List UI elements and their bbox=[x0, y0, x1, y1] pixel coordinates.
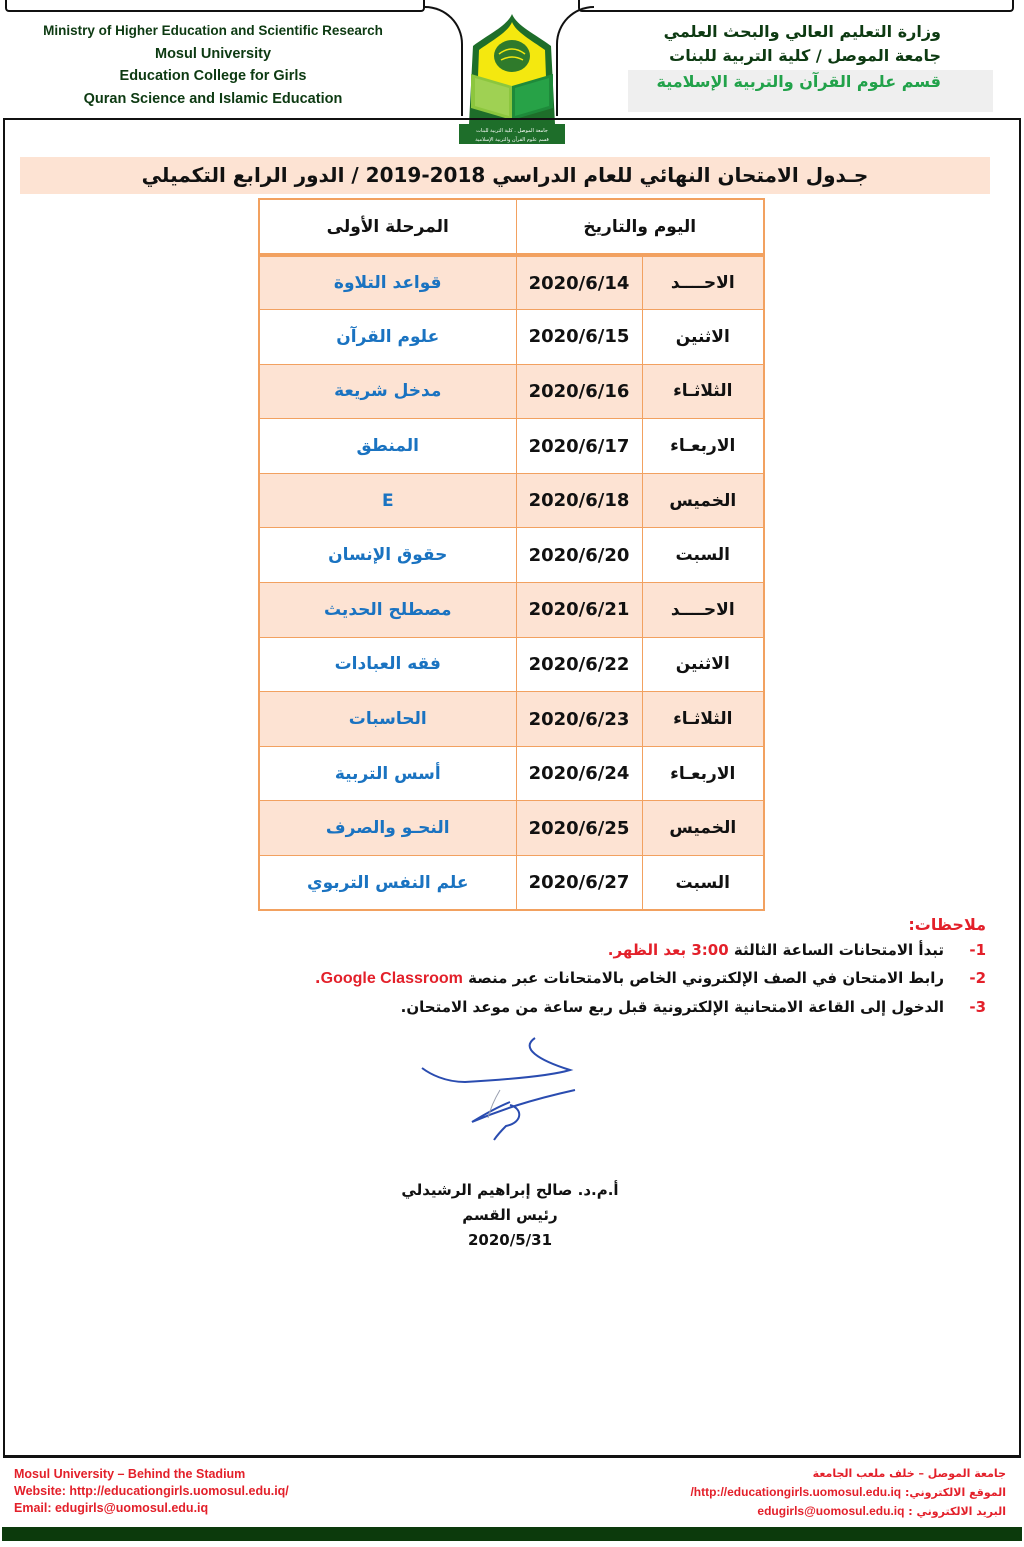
day-cell: الاربعـاء bbox=[642, 419, 764, 474]
table-row bbox=[259, 856, 764, 911]
table-row bbox=[259, 255, 764, 310]
date-cell: 2020/6/27 bbox=[516, 856, 642, 911]
date-cell: 2020/6/23 bbox=[516, 692, 642, 747]
subject-cell: E bbox=[259, 473, 516, 528]
note-text: رابط الامتحان في الصف الإلكتروني الخاص بالامتحانات عبر منصة bbox=[462, 969, 944, 987]
date-cell: 2020/6/14 bbox=[516, 255, 642, 310]
notes-title: ملاحظات: bbox=[908, 915, 986, 934]
header-frame-left bbox=[5, 0, 425, 12]
note-highlight: Google Classroom bbox=[320, 970, 463, 987]
date-cell: 2020/6/21 bbox=[516, 583, 642, 638]
subject-cell: المنطق bbox=[259, 419, 516, 474]
note-tail: . bbox=[607, 941, 614, 959]
day-cell: الاثنين bbox=[642, 637, 764, 692]
department-name-en: Quran Science and Islamic Education bbox=[83, 90, 343, 107]
footer-bar bbox=[2, 1527, 1022, 1541]
signatory-name: أ.م.د. صالح إبراهيم الرشيدلي bbox=[401, 1181, 619, 1199]
header-english bbox=[18, 20, 408, 110]
note-highlight: 3:00 بعد الظهر bbox=[613, 941, 729, 959]
note-tail: . bbox=[314, 969, 321, 987]
website-link-ar[interactable]: http://educationgirls.uomosul.edu.iq/ bbox=[690, 1485, 902, 1499]
subject-cell: الحاسبات bbox=[259, 692, 516, 747]
footer-website-ar bbox=[626, 1483, 1006, 1502]
schedule-title: جـدول الامتحان النهائي للعام الدراسي 2018-2019 / الدور الرابع التكميلي bbox=[20, 157, 990, 194]
email-link-ar[interactable]: edugirls@uomosul.edu.iq bbox=[757, 1504, 905, 1518]
logo-caption-1: جامعة الموصل . كلية التربية للبنات bbox=[476, 128, 548, 134]
footer-website-en[interactable]: Website: http://educationgirls.uomosul.edu.iq/ bbox=[14, 1484, 289, 1498]
table-row bbox=[259, 583, 764, 638]
day-cell: الخميس bbox=[642, 473, 764, 528]
subject-cell: فقه العبادات bbox=[259, 637, 516, 692]
notes-section bbox=[226, 914, 986, 1021]
table-body bbox=[259, 255, 764, 910]
table-row bbox=[259, 692, 764, 747]
table-row bbox=[259, 746, 764, 801]
note-number: 3- bbox=[969, 998, 986, 1016]
department-name-ar: قسم علوم القرآن والتربية الإسلامية bbox=[628, 70, 993, 112]
table-row bbox=[259, 310, 764, 365]
university-college-ar: جامعة الموصل / كلية التربية للبنات bbox=[669, 46, 941, 65]
day-cell: السبت bbox=[642, 856, 764, 911]
date-cell: 2020/6/25 bbox=[516, 801, 642, 856]
note-text: الدخول إلى القاعة الامتحانية الإلكترونية قبل ربع ساعة من موعد الامتحان. bbox=[400, 998, 944, 1016]
date-cell: 2020/6/20 bbox=[516, 528, 642, 583]
table-header-row bbox=[259, 199, 764, 255]
date-cell: 2020/6/15 bbox=[516, 310, 642, 365]
subject-cell: أسس التربية bbox=[259, 746, 516, 801]
email-label-ar: البريد الالكتروني : bbox=[904, 1505, 1006, 1518]
day-cell: الثلاثـاء bbox=[642, 692, 764, 747]
footer-email-en[interactable]: Email: edugirls@uomosul.edu.iq bbox=[14, 1501, 209, 1515]
note-text: تبدأ الامتحانات الساعة الثالثة bbox=[728, 941, 944, 959]
footer-arabic bbox=[626, 1464, 1006, 1521]
subject-cell: النحـو والصرف bbox=[259, 801, 516, 856]
header-arch-left bbox=[425, 6, 463, 116]
day-cell: الاحــــد bbox=[642, 255, 764, 310]
note-number: 2- bbox=[969, 969, 986, 987]
subject-cell: حقوق الإنسان bbox=[259, 528, 516, 583]
table-row bbox=[259, 419, 764, 474]
table-row bbox=[259, 473, 764, 528]
day-cell: السبت bbox=[642, 528, 764, 583]
ministry-name-ar: وزارة التعليم العالي والبحث العلمي bbox=[663, 22, 941, 41]
table-row bbox=[259, 528, 764, 583]
signatory-role: رئيس القسم bbox=[462, 1206, 558, 1224]
date-cell: 2020/6/16 bbox=[516, 364, 642, 419]
day-cell: الثلاثـاء bbox=[642, 364, 764, 419]
note-number: 1- bbox=[969, 941, 986, 959]
table-row bbox=[259, 364, 764, 419]
note-item bbox=[226, 964, 986, 993]
header-first-stage: المرحلة الأولى bbox=[259, 199, 516, 255]
date-cell: 2020/6/24 bbox=[516, 746, 642, 801]
header-frame-right bbox=[578, 0, 1014, 12]
day-cell: الاحــــد bbox=[642, 583, 764, 638]
footer-address-en: Mosul University – Behind the Stadium bbox=[14, 1467, 246, 1481]
header-arabic bbox=[628, 20, 993, 112]
date-cell: 2020/6/17 bbox=[516, 419, 642, 474]
table-row bbox=[259, 801, 764, 856]
logo-caption-2: قسم علوم القرآن والتربية الإسلامية bbox=[475, 137, 549, 143]
table-row bbox=[259, 637, 764, 692]
signature-block bbox=[360, 1178, 660, 1253]
subject-cell: علوم القرآن bbox=[259, 310, 516, 365]
date-cell: 2020/6/18 bbox=[516, 473, 642, 528]
college-name-en: Education College for Girls bbox=[119, 68, 307, 84]
subject-cell: علم النفس التربوي bbox=[259, 856, 516, 911]
subject-cell: مصطلح الحديث bbox=[259, 583, 516, 638]
exam-schedule-table bbox=[258, 198, 765, 911]
day-cell: الاثنين bbox=[642, 310, 764, 365]
website-label-ar: الموقع الالكتروني: bbox=[901, 1486, 1006, 1499]
day-cell: الاربعـاء bbox=[642, 746, 764, 801]
university-name-en: Mosul University bbox=[154, 45, 272, 62]
note-item bbox=[226, 936, 986, 964]
signature-date: 2020/5/31 bbox=[467, 1231, 553, 1249]
date-cell: 2020/6/22 bbox=[516, 637, 642, 692]
header-day-date: اليوم والتاريخ bbox=[516, 199, 764, 255]
footer-email-ar bbox=[626, 1502, 1006, 1521]
subject-cell: قواعد التلاوة bbox=[259, 255, 516, 310]
ministry-name-en: Ministry of Higher Education and Scientific Research bbox=[43, 23, 383, 38]
footer-address-ar: جامعة الموصل – خلف ملعب الجامعة bbox=[812, 1467, 1006, 1480]
handwritten-signature-icon bbox=[410, 1030, 590, 1150]
day-cell: الخميس bbox=[642, 801, 764, 856]
subject-cell: مدخل شريعة bbox=[259, 364, 516, 419]
note-item bbox=[226, 993, 986, 1021]
footer-english bbox=[14, 1466, 289, 1517]
